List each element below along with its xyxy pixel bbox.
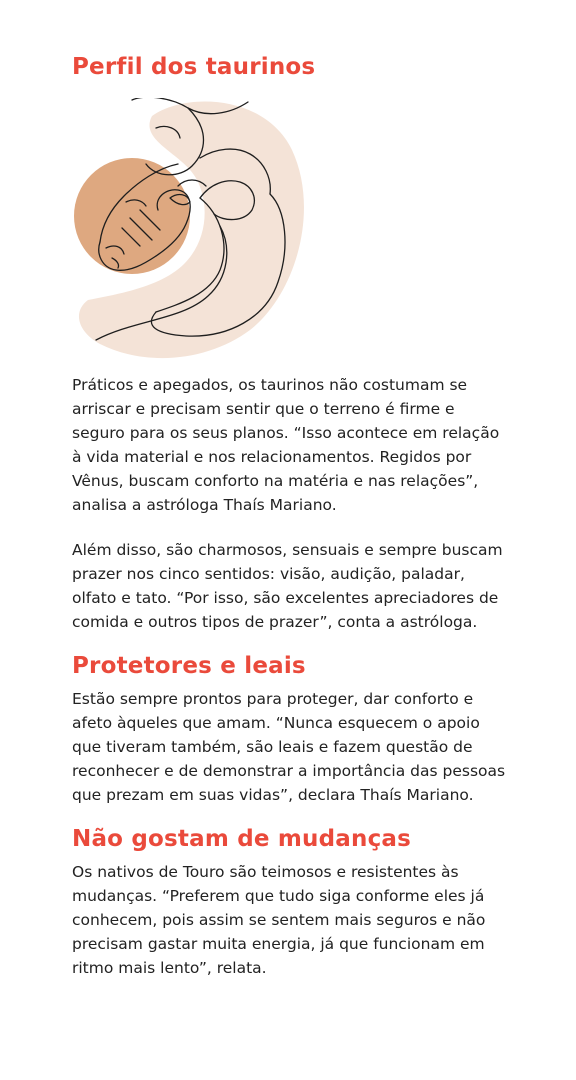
paragraph-perfil-2: Além disso, são charmosos, sensuais e sempre buscam prazer nos cinco sentidos: visão, audição, paladar, olfato e tato. “Por isso, são excelentes apreciadores de comida e outros tipos de prazer”, conta a astróloga. — [72, 541, 503, 631]
section-heading-protetores: Protetores e leais — [72, 653, 306, 679]
section-heading-mudancas: Não gostam de mudanças — [72, 826, 412, 852]
paragraph-perfil-1: Práticos e apegados, os taurinos não costumam se arriscar e precisam sentir que o terreno é firme e seguro para os seus planos. “Isso acontece em relação à vida material e nos relacionamentos. Regidos por Vênus, buscam conforto na matéria e nas relações”, analisa a astróloga Thaís Mariano. — [72, 376, 500, 514]
section-heading-perfil: Perfil dos taurinos — [72, 54, 316, 80]
sun-circle-shape — [74, 158, 190, 274]
paragraph-mudancas: Os nativos de Touro são teimosos e resistentes às mudanças. “Preferem que tudo siga conforme eles já conhecem, pois assim se sentem mais seguros e não precisam gastar muita energia, já que funcionam em ritmo mais lento”, relata. — [72, 863, 486, 977]
paragraph-protetores: Estão sempre prontos para proteger, dar conforto e afeto àqueles que amam. “Nunca esquecem o apoio que tiveram também, são leais e fazem questão de reconhecer e de demonstrar a importância das pessoas que prezam em suas vidas”, declara Thaís Mariano. — [72, 690, 506, 804]
bull-head-line-art-icon — [60, 98, 310, 360]
